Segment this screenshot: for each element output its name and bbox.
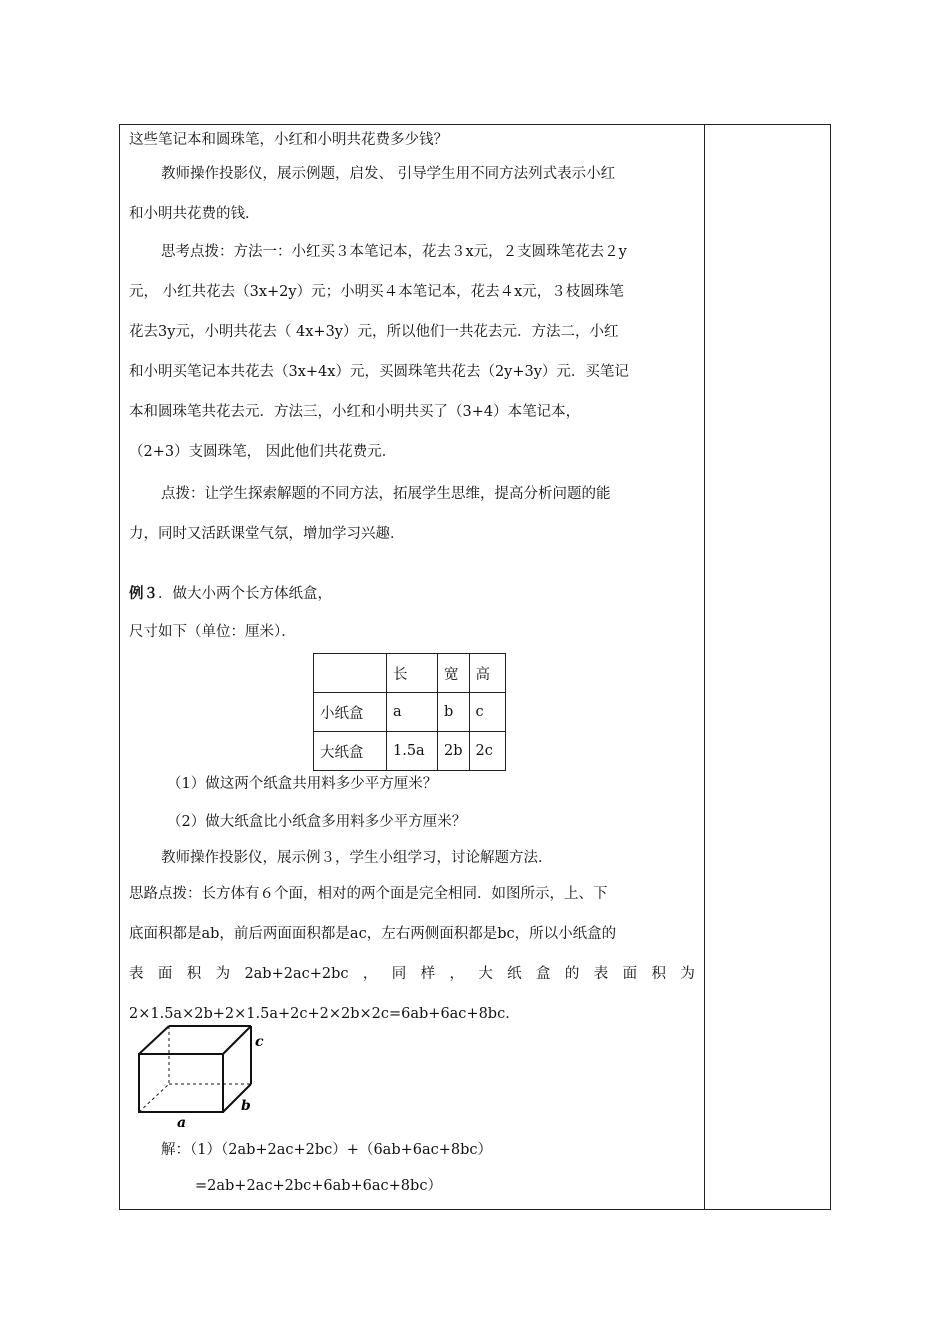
table-cell: a <box>387 693 438 732</box>
example-3-text: ．做大小两个长方体纸盒， <box>158 586 332 602</box>
word: 为 <box>680 966 695 982</box>
word: 样 <box>420 966 436 982</box>
paragraph-line: 这些笔记本和圆珠笔，小红和小明共花费多少钱？ <box>129 132 448 148</box>
word: 的 <box>564 966 580 982</box>
table-cell: 大纸盒 <box>314 732 387 771</box>
example-3-label: 例３ <box>129 585 158 602</box>
table-header-cell: 宽 <box>438 654 470 693</box>
paragraph-line: 尺寸如下（单位：厘米）． <box>129 624 296 640</box>
paragraph-line: 教师操作投影仪，展示例题，启发、 引导学生用不同方法列式表示小红 <box>161 166 616 182</box>
table-row <box>314 732 506 771</box>
question-2: （2）做大纸盒比小纸盒多用料多少平方厘米？ <box>167 814 467 830</box>
paragraph-line: 元， 小红共花去（3x+2y）元；小明买４本笔记本，花去４x元，３枝圆珠笔 <box>129 284 624 300</box>
paragraph-line: 本和圆珠笔共花去元．方法三，小红和小明共买了（3+4）本笔记本， <box>129 404 581 420</box>
word: 盒 <box>536 966 551 982</box>
paragraph-line: 和小明共花费的钱． <box>129 206 260 222</box>
question-1: （1）做这两个纸盒共用料多少平方厘米？ <box>167 776 438 792</box>
column-divider <box>704 124 705 1210</box>
paragraph-line: 力，同时又活跃课堂气氛，增加学习兴趣． <box>129 526 405 542</box>
solution-line-1: 解：（1）（2ab+2ac+2bc）+（6ab+6ac+8bc） <box>161 1142 493 1158</box>
example-3-heading <box>129 584 332 604</box>
word: 积 <box>651 966 666 982</box>
word: 为 <box>215 966 231 982</box>
paragraph-line: 思路点拨：长方体有６个面，相对的两个面是完全相同．如图所示，上、下 <box>129 886 608 902</box>
paragraph-line: 点拨：让学生探索解题的不同方法，拓展学生思维，提高分析问题的能 <box>161 486 611 502</box>
word: 面 <box>157 966 173 982</box>
word: 积 <box>186 966 202 982</box>
word: 2ab+2ac+2bc <box>244 966 349 982</box>
paragraph-line: 和小明买笔记本共花去（3x+4x）元，买圆珠笔共花去（2y+3y）元．买笔记 <box>129 364 629 380</box>
label-a: a <box>177 1115 187 1128</box>
word: 同 <box>391 966 407 982</box>
word: 大 <box>478 966 493 982</box>
table-header-cell: 长 <box>387 654 438 693</box>
table-row <box>314 693 506 732</box>
table-cell: 小纸盒 <box>314 693 387 732</box>
paragraph-line: 教师操作投影仪，展示例３，学生小组学习，讨论解题方法． <box>161 850 553 866</box>
table-header-cell <box>314 654 387 693</box>
paragraph-line: 花去3y元，小明共花去（ 4x+3y）元，所以他们一共花去元．方法二，小红 <box>129 324 619 340</box>
word: 面 <box>622 966 638 982</box>
label-c: c <box>255 1034 264 1050</box>
justified-line <box>129 964 695 984</box>
table-cell: 2c <box>469 732 505 771</box>
table-header-row <box>314 654 506 693</box>
table-cell: 1.5a <box>387 732 438 771</box>
word: 表 <box>593 966 609 982</box>
word: ， <box>362 966 378 982</box>
word: 表 <box>129 966 144 982</box>
paragraph-line: 思考点拨：方法一：小红买３本笔记本，花去３x元，２支圆珠笔花去２y <box>161 244 627 260</box>
cuboid-figure <box>133 1010 283 1128</box>
paragraph-line: 2×1.5a×2b+2×1.5a+2c+2×2b×2c=6ab+6ac+8bc． <box>129 1006 520 1022</box>
label-b: b <box>241 1098 251 1114</box>
word: ， <box>449 966 464 982</box>
table-header-cell: 高 <box>469 654 505 693</box>
table-cell: b <box>438 693 470 732</box>
word: 纸 <box>507 966 522 982</box>
table-cell: c <box>469 693 505 732</box>
dimensions-table <box>313 653 506 771</box>
table-cell: 2b <box>438 732 470 771</box>
solution-line-2: =2ab+2ac+2bc+6ab+6ac+8bc） <box>195 1178 442 1194</box>
paragraph-line: （2+3）支圆珠笔， 因此他们共花费元． <box>129 444 397 460</box>
paragraph-line: 底面积都是ab，前后两面面积都是ac，左右两侧面积都是bc，所以小纸盒的 <box>129 926 617 942</box>
